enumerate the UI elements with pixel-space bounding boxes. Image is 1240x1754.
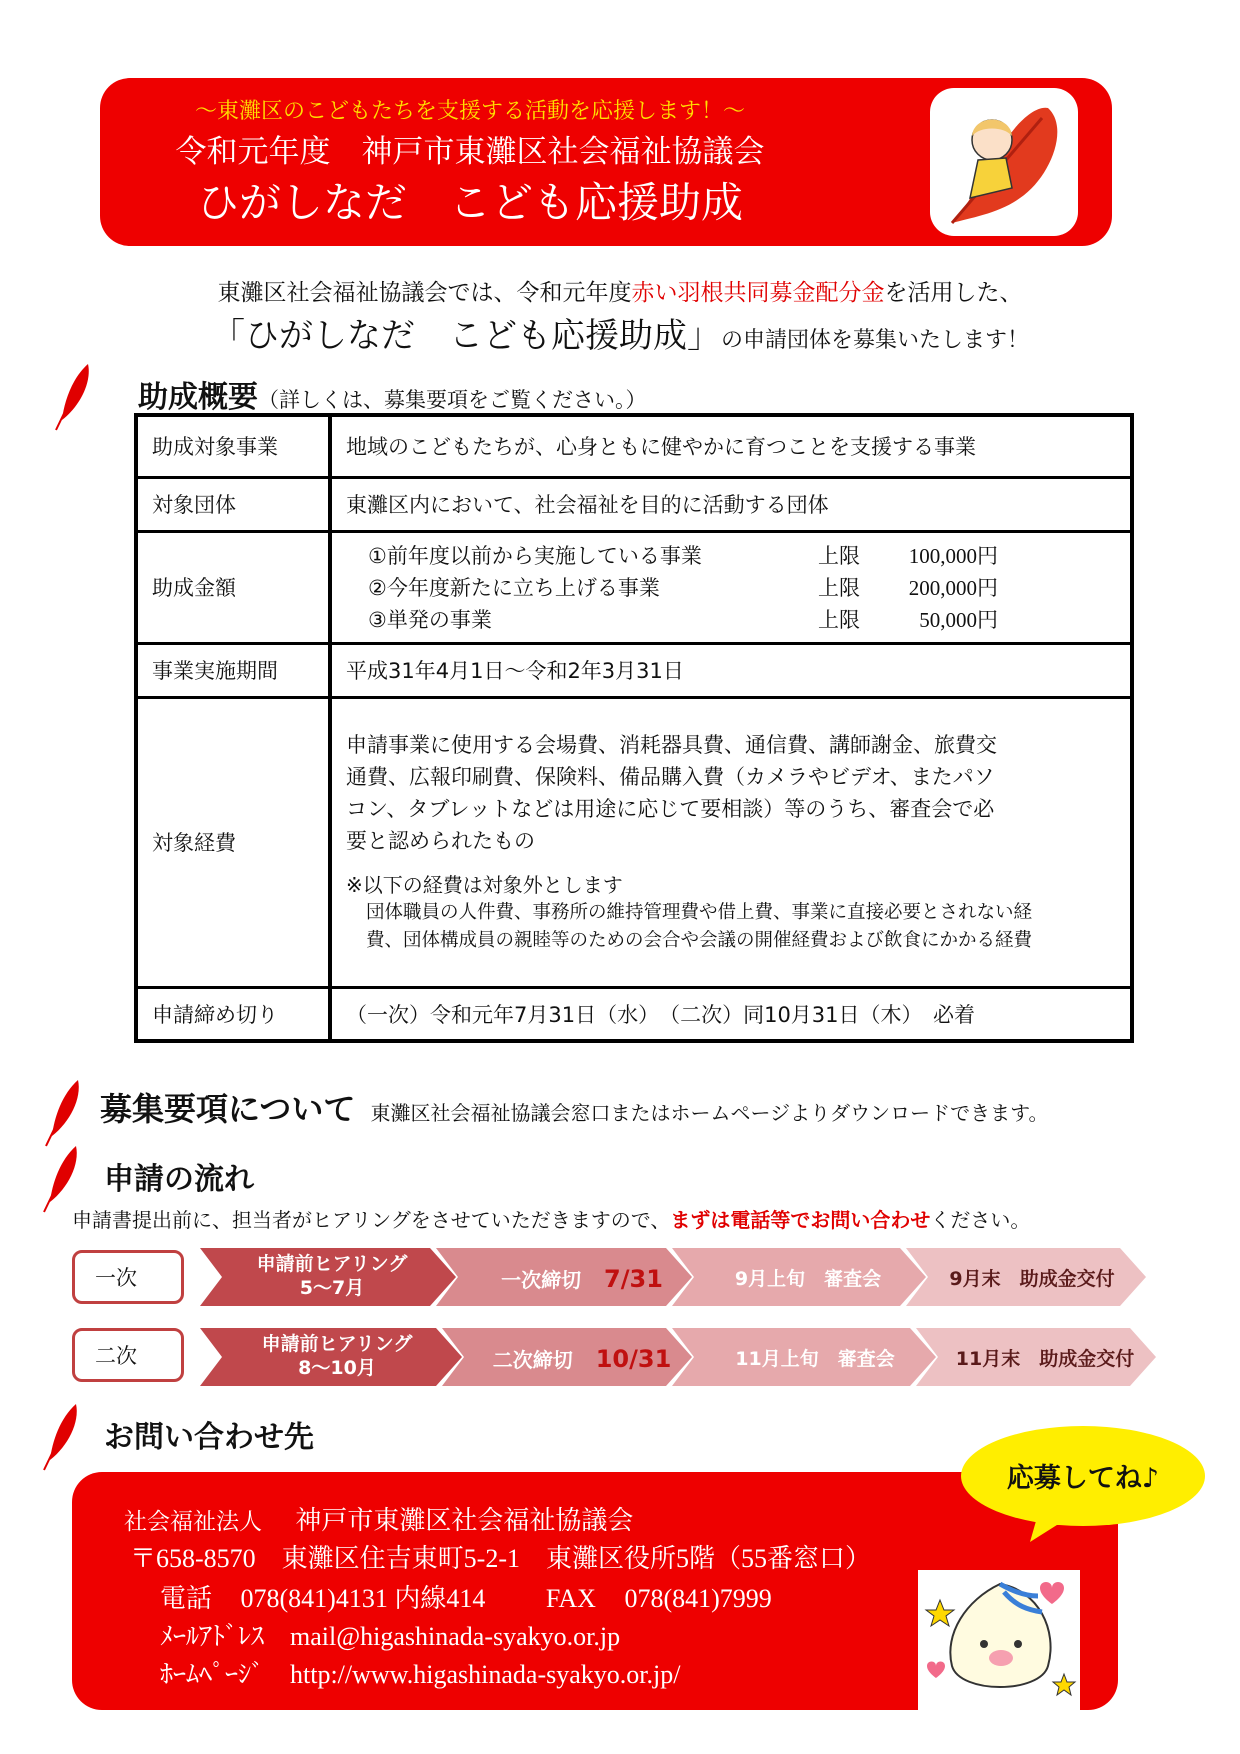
intro-recruit-text: の申請団体を募集いたします！ bbox=[720, 328, 1029, 353]
amount-value: 100,000円 bbox=[908, 544, 998, 568]
red-feather-fund: 赤い羽根共同募金配分金 bbox=[631, 280, 885, 306]
amount-list bbox=[330, 531, 1132, 643]
flow-step-grant: 11月末 助成金交付 bbox=[955, 1348, 1135, 1370]
intro-text: 東灘区社会福祉協議会では、令和元年度 bbox=[217, 280, 632, 306]
row-label: 申請締め切り bbox=[136, 987, 330, 1041]
mascot-illustration bbox=[918, 1570, 1080, 1710]
fax-label: FAX bbox=[545, 1584, 596, 1613]
table-row bbox=[136, 643, 1132, 697]
banner-title-line1: 令和元年度 神戸市東灘区社会福祉協議会 bbox=[175, 134, 765, 170]
table-row bbox=[136, 987, 1132, 1041]
program-name: 「ひがしなだ こども応援助成」 bbox=[210, 316, 721, 356]
row-value: （一次）令和元年7月31日（水） （二次）同10月31日（木） 必着 bbox=[330, 987, 1132, 1041]
amount-value: 50,000円 bbox=[919, 608, 998, 632]
expenses-cell bbox=[330, 697, 1132, 987]
guidelines-title: 募集要項について bbox=[100, 1090, 356, 1128]
flow-step-deadline bbox=[462, 1264, 702, 1293]
flow-step-review: 11月上旬 審査会 bbox=[735, 1348, 895, 1370]
exclusion-line: 団体職員の人件費、事務所の維持管理費や借上費、事業に直接必要とされない経 bbox=[366, 902, 1033, 923]
intro-line2 bbox=[0, 308, 1240, 357]
red-feather-icon bbox=[42, 1078, 82, 1148]
flow-step-deadline bbox=[462, 1344, 702, 1373]
flow-step-line: 申請前ヒアリング bbox=[256, 1253, 408, 1275]
exclusion-line: 費、団体構成員の親睦等のための会合や会議の開催経費および飲食にかかる経費 bbox=[366, 930, 1033, 951]
guidelines-heading bbox=[100, 1084, 1048, 1130]
contact-web bbox=[160, 1654, 680, 1691]
red-feather-icon bbox=[40, 1402, 80, 1472]
contact-address: 〒658-8570 東灘区住吉東町5-2-1 東灘区役所5階（55番窓口） bbox=[130, 1544, 871, 1573]
org-name: 神戸市東灘区社会福祉協議会 bbox=[295, 1506, 634, 1536]
row-label: 対象経費 bbox=[136, 697, 330, 987]
flow-step-hearing bbox=[222, 1332, 452, 1380]
amount-limit: 上限 bbox=[818, 608, 860, 632]
flow-step-line: 8～10月 bbox=[298, 1357, 376, 1379]
contact-title: お問い合わせ先 bbox=[104, 1420, 314, 1455]
flow-step-text: 一次締切 bbox=[501, 1268, 582, 1292]
row-value: 地域のこどもたちが、心身ともに健やかに育つことを支援する事業 bbox=[330, 415, 1132, 477]
overview-subtitle: （詳しくは、募集要項をご覧ください。） bbox=[258, 388, 647, 412]
web-url[interactable]: http://www.higashinada-syakyo.or.jp/ bbox=[290, 1660, 681, 1689]
row-label: 助成金額 bbox=[136, 531, 330, 643]
phone-label: 電話 bbox=[160, 1584, 213, 1613]
amount-limit: 上限 bbox=[818, 576, 860, 600]
flow-step-date: 7/31 bbox=[604, 1265, 663, 1293]
amount-limit: 上限 bbox=[818, 544, 860, 568]
flow-title: 申請の流れ bbox=[104, 1162, 254, 1197]
intro-text-end: を活用した、 bbox=[884, 280, 1023, 306]
flow-step-date: 10/31 bbox=[595, 1345, 672, 1373]
flow-intro bbox=[72, 1204, 1030, 1233]
expenses-line: 申請事業に使用する会場費、消耗器具費、通信費、講師謝金、旅費交 bbox=[346, 733, 997, 757]
fax-number: 078(841)7999 bbox=[624, 1584, 772, 1613]
guidelines-text: 東灘区社会福祉協議会窓口またはホームページよりダウンロードできます。 bbox=[370, 1101, 1049, 1125]
overview-table bbox=[134, 413, 1134, 1043]
expenses-line: 要と認められたもの bbox=[346, 829, 535, 853]
row-label: 対象団体 bbox=[136, 477, 330, 531]
round-label: 二次 bbox=[72, 1328, 184, 1382]
overview-heading bbox=[138, 372, 647, 416]
org-prefix: 社会福祉法人 bbox=[124, 1509, 262, 1535]
contact-org bbox=[124, 1500, 633, 1537]
feather-girl-illustration bbox=[930, 88, 1078, 236]
flow-step-line: 申請前ヒアリング bbox=[261, 1333, 413, 1355]
table-row bbox=[136, 531, 1132, 643]
row-value: 東灘区内において、社会福祉を目的に活動する団体 bbox=[330, 477, 1132, 531]
flow-intro-text: 申請書提出前に、担当者がヒアリングをさせていただきますので、 bbox=[72, 1208, 671, 1232]
amount-name: ①前年度以前から実施している事業 bbox=[368, 544, 702, 568]
flow-step-hearing bbox=[222, 1252, 442, 1300]
banner-title-line2: ひがしなだ こども応援助成 bbox=[196, 178, 743, 227]
flow-step-review: 9月上旬 審査会 bbox=[734, 1268, 882, 1290]
amount-item bbox=[346, 539, 1116, 571]
amount-item bbox=[346, 571, 1116, 603]
table-row bbox=[136, 415, 1132, 477]
bubble-text: 応募してね♪ bbox=[1006, 1463, 1160, 1494]
contact-mail bbox=[160, 1616, 620, 1653]
expenses-line: コン、タブレットなどは用途に応じて要相談）等のうち、審査会で必 bbox=[346, 797, 995, 821]
contact-phone bbox=[160, 1578, 772, 1615]
flow-step-text: 二次締切 bbox=[492, 1348, 573, 1372]
flow-intro-end: ください。 bbox=[930, 1208, 1031, 1232]
flow-intro-emphasis: まずは電話等でお問い合わせ bbox=[670, 1208, 931, 1232]
red-feather-icon bbox=[52, 362, 92, 432]
mail-label: ﾒｰﾙｱﾄﾞﾚｽ bbox=[160, 1622, 265, 1651]
row-label: 事業実施期間 bbox=[136, 643, 330, 697]
table-row bbox=[136, 477, 1132, 531]
tagline: ～東灘区のこどもたちを支援する活動を応援します！～ bbox=[194, 99, 745, 124]
mail-address[interactable]: mail@higashinada-syakyo.or.jp bbox=[290, 1622, 621, 1651]
intro-line1 bbox=[0, 274, 1240, 307]
row-label: 助成対象事業 bbox=[136, 415, 330, 477]
amount-value: 200,000円 bbox=[908, 576, 998, 600]
amount-item bbox=[346, 603, 1116, 635]
phone-number: 078(841)4131 内線414 bbox=[240, 1584, 486, 1613]
header-banner bbox=[100, 78, 1112, 246]
expenses-line: 通費、広報印刷費、保険料、備品購入費（カメラやビデオ、またパソ bbox=[346, 765, 995, 789]
overview-title: 助成概要 bbox=[138, 380, 258, 415]
web-label: ﾎｰﾑﾍﾟｰｼﾞ bbox=[160, 1660, 265, 1689]
amount-name: ②今年度新たに立ち上げる事業 bbox=[368, 576, 660, 600]
row-value: 平成31年4月1日～令和2年3月31日 bbox=[330, 643, 1132, 697]
amount-name: ③単発の事業 bbox=[368, 608, 492, 632]
flow-step-grant: 9月末 助成金交付 bbox=[949, 1268, 1115, 1290]
table-row bbox=[136, 697, 1132, 987]
exclusion-note: ※以下の経費は対象外とします bbox=[346, 873, 623, 897]
round-label: 一次 bbox=[72, 1250, 184, 1304]
flow-step-line: 5～7月 bbox=[299, 1277, 365, 1299]
